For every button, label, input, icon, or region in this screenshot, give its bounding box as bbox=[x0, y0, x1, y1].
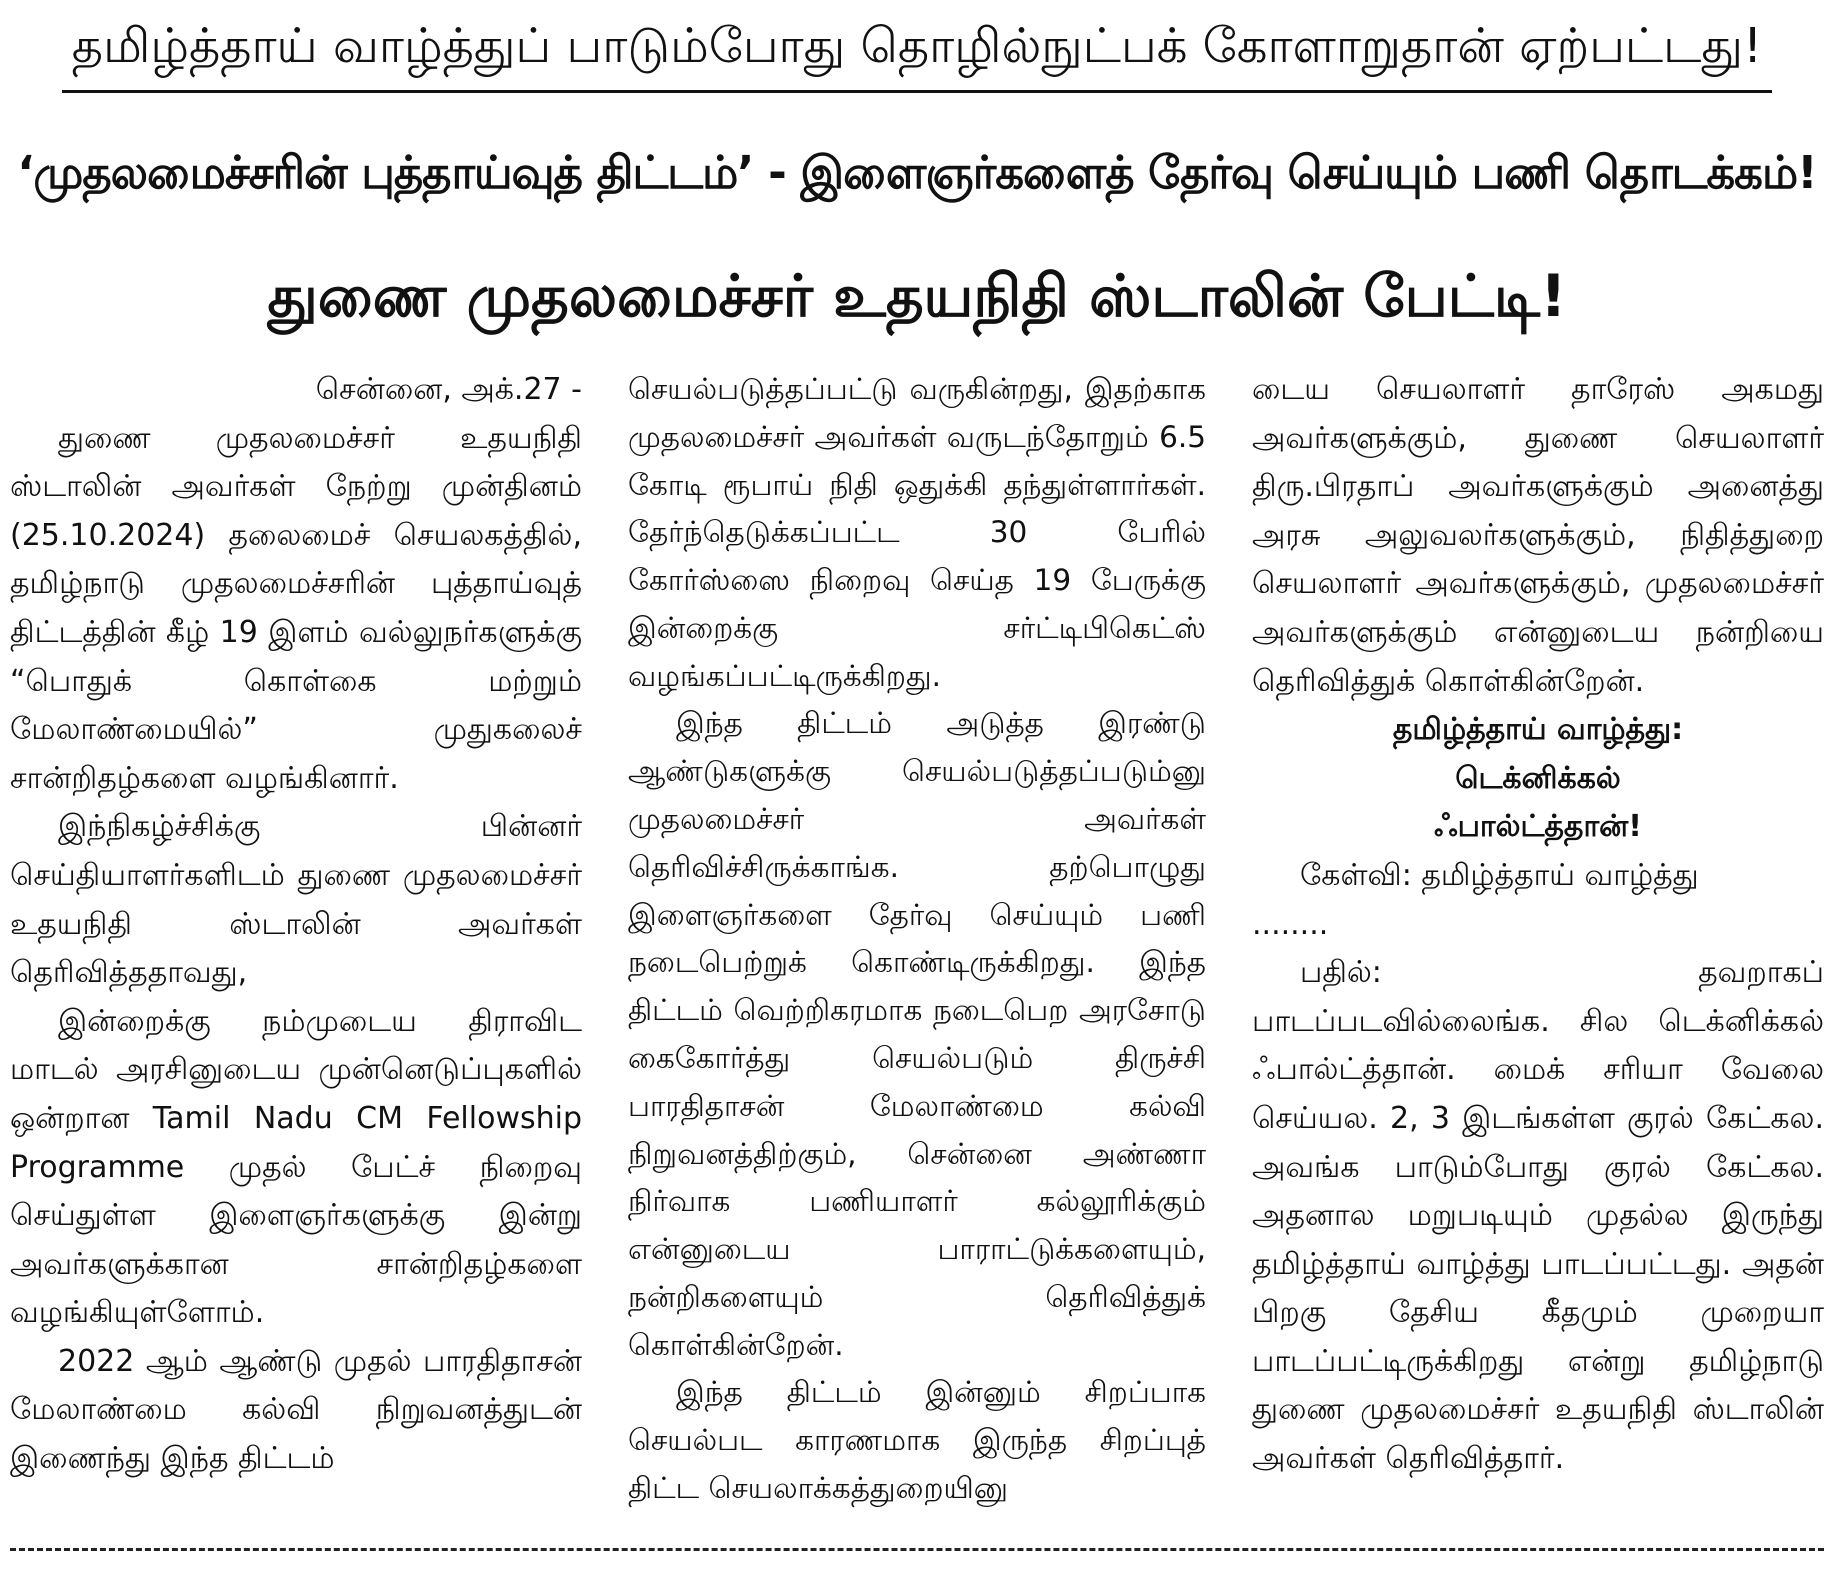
crosshead: தமிழ்த்தாய் வாழ்த்து: bbox=[1392, 712, 1684, 748]
paragraph: இந்நிகழ்ச்சிக்கு பின்னர் செய்தியாளர்களிடம் துணை முதலமைச்சர் உதயநிதி ஸ்டாலின் அவர்கள் தெரிவித்ததாவது, bbox=[10, 809, 582, 991]
article-column-1 bbox=[10, 366, 582, 1536]
paragraph: துணை முதலமைச்சர் உதயநிதி ஸ்டாலின் அவர்கள் நேற்று முன்தினம் (25.10.2024) தலைமைச் செயலகத்தில், தமிழ்நாடு முதலமைச்சரின் புத்தாய்வுத் திட்டத்தின் கீழ் 19 இளம் வல்லுநர்களுக்கு “பொதுக் கொள்கை மற்றும் மேலாண்மையில்” முதுகலைச் சான்றிதழ்களை வழங்கினார். bbox=[10, 420, 582, 796]
question-ellipsis: ........ bbox=[1252, 906, 1329, 942]
article-column-3 bbox=[1252, 366, 1824, 1536]
main-headline: ‘முதலமைச்சரின் புத்தாய்வுத் திட்டம்’ - இளைஞர்களைத் தேர்வு செய்யும் பணி தொடக்கம்! bbox=[17, 146, 1817, 199]
crosshead: டெக்னிக்கல் bbox=[1455, 760, 1621, 796]
answer-paragraph: பதில்: தவறாகப் பாடப்படவில்லைங்க. சில டெக்னிக்கல் ஃபால்ட்த்தான். மைக் சரியா வேலை செய்யல. 2, 3 இடங்கள்ள குரல் கேட்கல. அவங்க பாடும்போது குரல் கேட்கல. அதனால மறுபடியும் முதல்ல இருந்து தமிழ்த்தாய் வாழ்த்து பாடப்பட்டது. அதன் பிறகு தேசிய கீதமும் முறையா பாடப்பட்டிருக்கிறது என்று தமிழ்நாடு துணை முதலமைச்சர் உதயநிதி ஸ்டாலின் அவர்கள் தெரிவித்தார். bbox=[1252, 955, 1824, 1477]
paragraph: செயல்படுத்தப்பட்டு வருகின்றது, இதற்காக முதலமைச்சர் அவர்கள் வருடந்தோறும் 6.5 கோடி ரூபாய் நிதி ஒதுக்கி தந்துள்ளார்கள். தேர்ந்தெடுக்கப்பட்ட 30 பேரில் கோர்ஸ்ஸை நிறைவு செய்த 19 பேருக்கு இன்றைக்கு சர்ட்டிபிகெட்ஸ் வழங்கப்பட்டிருக்கிறது. bbox=[628, 372, 1206, 693]
kicker-headline: தமிழ்த்தாய் வாழ்த்துப் பாடும்போது தொழில்நுட்பக் கோளாறுதான் ஏற்பட்டது! bbox=[71, 18, 1763, 74]
paragraph: இந்த திட்டம் அடுத்த இரண்டு ஆண்டுகளுக்கு செயல்படுத்தப்படும்னு முதலமைச்சர் அவர்கள் தெரிவிச்சிருக்காங்க. தற்பொழுது இளைஞர்களை தேர்வு செய்யும் பணி நடைபெற்றுக் கொண்டிருக்கிறது. இந்த திட்டம் வெற்றிகரமாக நடைபெற அரசோடு கைகோர்த்து செயல்படும் திருச்சி பாரதிதாசன் மேலாண்மை கல்வி நிறுவனத்திற்கும், சென்னை அண்ணா நிர்வாக பணியாளர் கல்லூரிக்கும் என்னுடைய பாராட்டுக்களையும், நன்றிகளையும் தெரிவித்துக் கொள்கின்றேன். bbox=[628, 706, 1206, 1362]
headline-divider bbox=[62, 90, 1772, 93]
crosshead: ஃபால்ட்த்தான்! bbox=[1434, 809, 1642, 845]
paragraph: 2022 ஆம் ஆண்டு முதல் பாரதிதாசன் மேலாண்மை கல்வி நிறுவனத்துடன் இணைந்து இந்த திட்டம் bbox=[10, 1343, 582, 1477]
paragraph: டைய செயலாளர் தாரேஸ் அகமது அவர்களுக்கும், துணை செயலாளர் திரு.பிரதாப் அவர்களுக்கும் அனைத்து அரசு அலுவலர்களுக்கும், நிதித்துறை செயலாளர் அவர்களுக்கும், முதலமைச்சர் அவர்களுக்கும் என்னுடைய நன்றியை தெரிவித்துக் கொள்கின்றேன். bbox=[1252, 372, 1824, 699]
question-paragraph: கேள்வி: தமிழ்த்தாய் வாழ்த்து bbox=[1300, 857, 1699, 893]
dateline: சென்னை, அக்.27 - bbox=[315, 372, 582, 407]
subheadline: துணை முதலமைச்சர் உதயநிதி ஸ்டாலின் பேட்டி! bbox=[267, 262, 1567, 330]
bottom-dashed-divider bbox=[10, 1548, 1824, 1551]
paragraph: இந்த திட்டம் இன்னும் சிறப்பாக செயல்பட காரணமாக இருந்த சிறப்புத் திட்ட செயலாக்கத்துறையினு bbox=[628, 1375, 1206, 1505]
paragraph: இன்றைக்கு நம்முடைய திராவிட மாடல் அரசினுடைய முன்னெடுப்புகளில் ஒன்றான Tamil Nadu CM Fellowship Programme முதல் பேட்ச் நிறைவு செய்துள்ள இளைஞர்களுக்கு இன்று அவர்களுக்கான சான்றிதழ்களை வழங்கியுள்ளோம். bbox=[10, 1003, 582, 1331]
article-column-2 bbox=[628, 366, 1206, 1536]
